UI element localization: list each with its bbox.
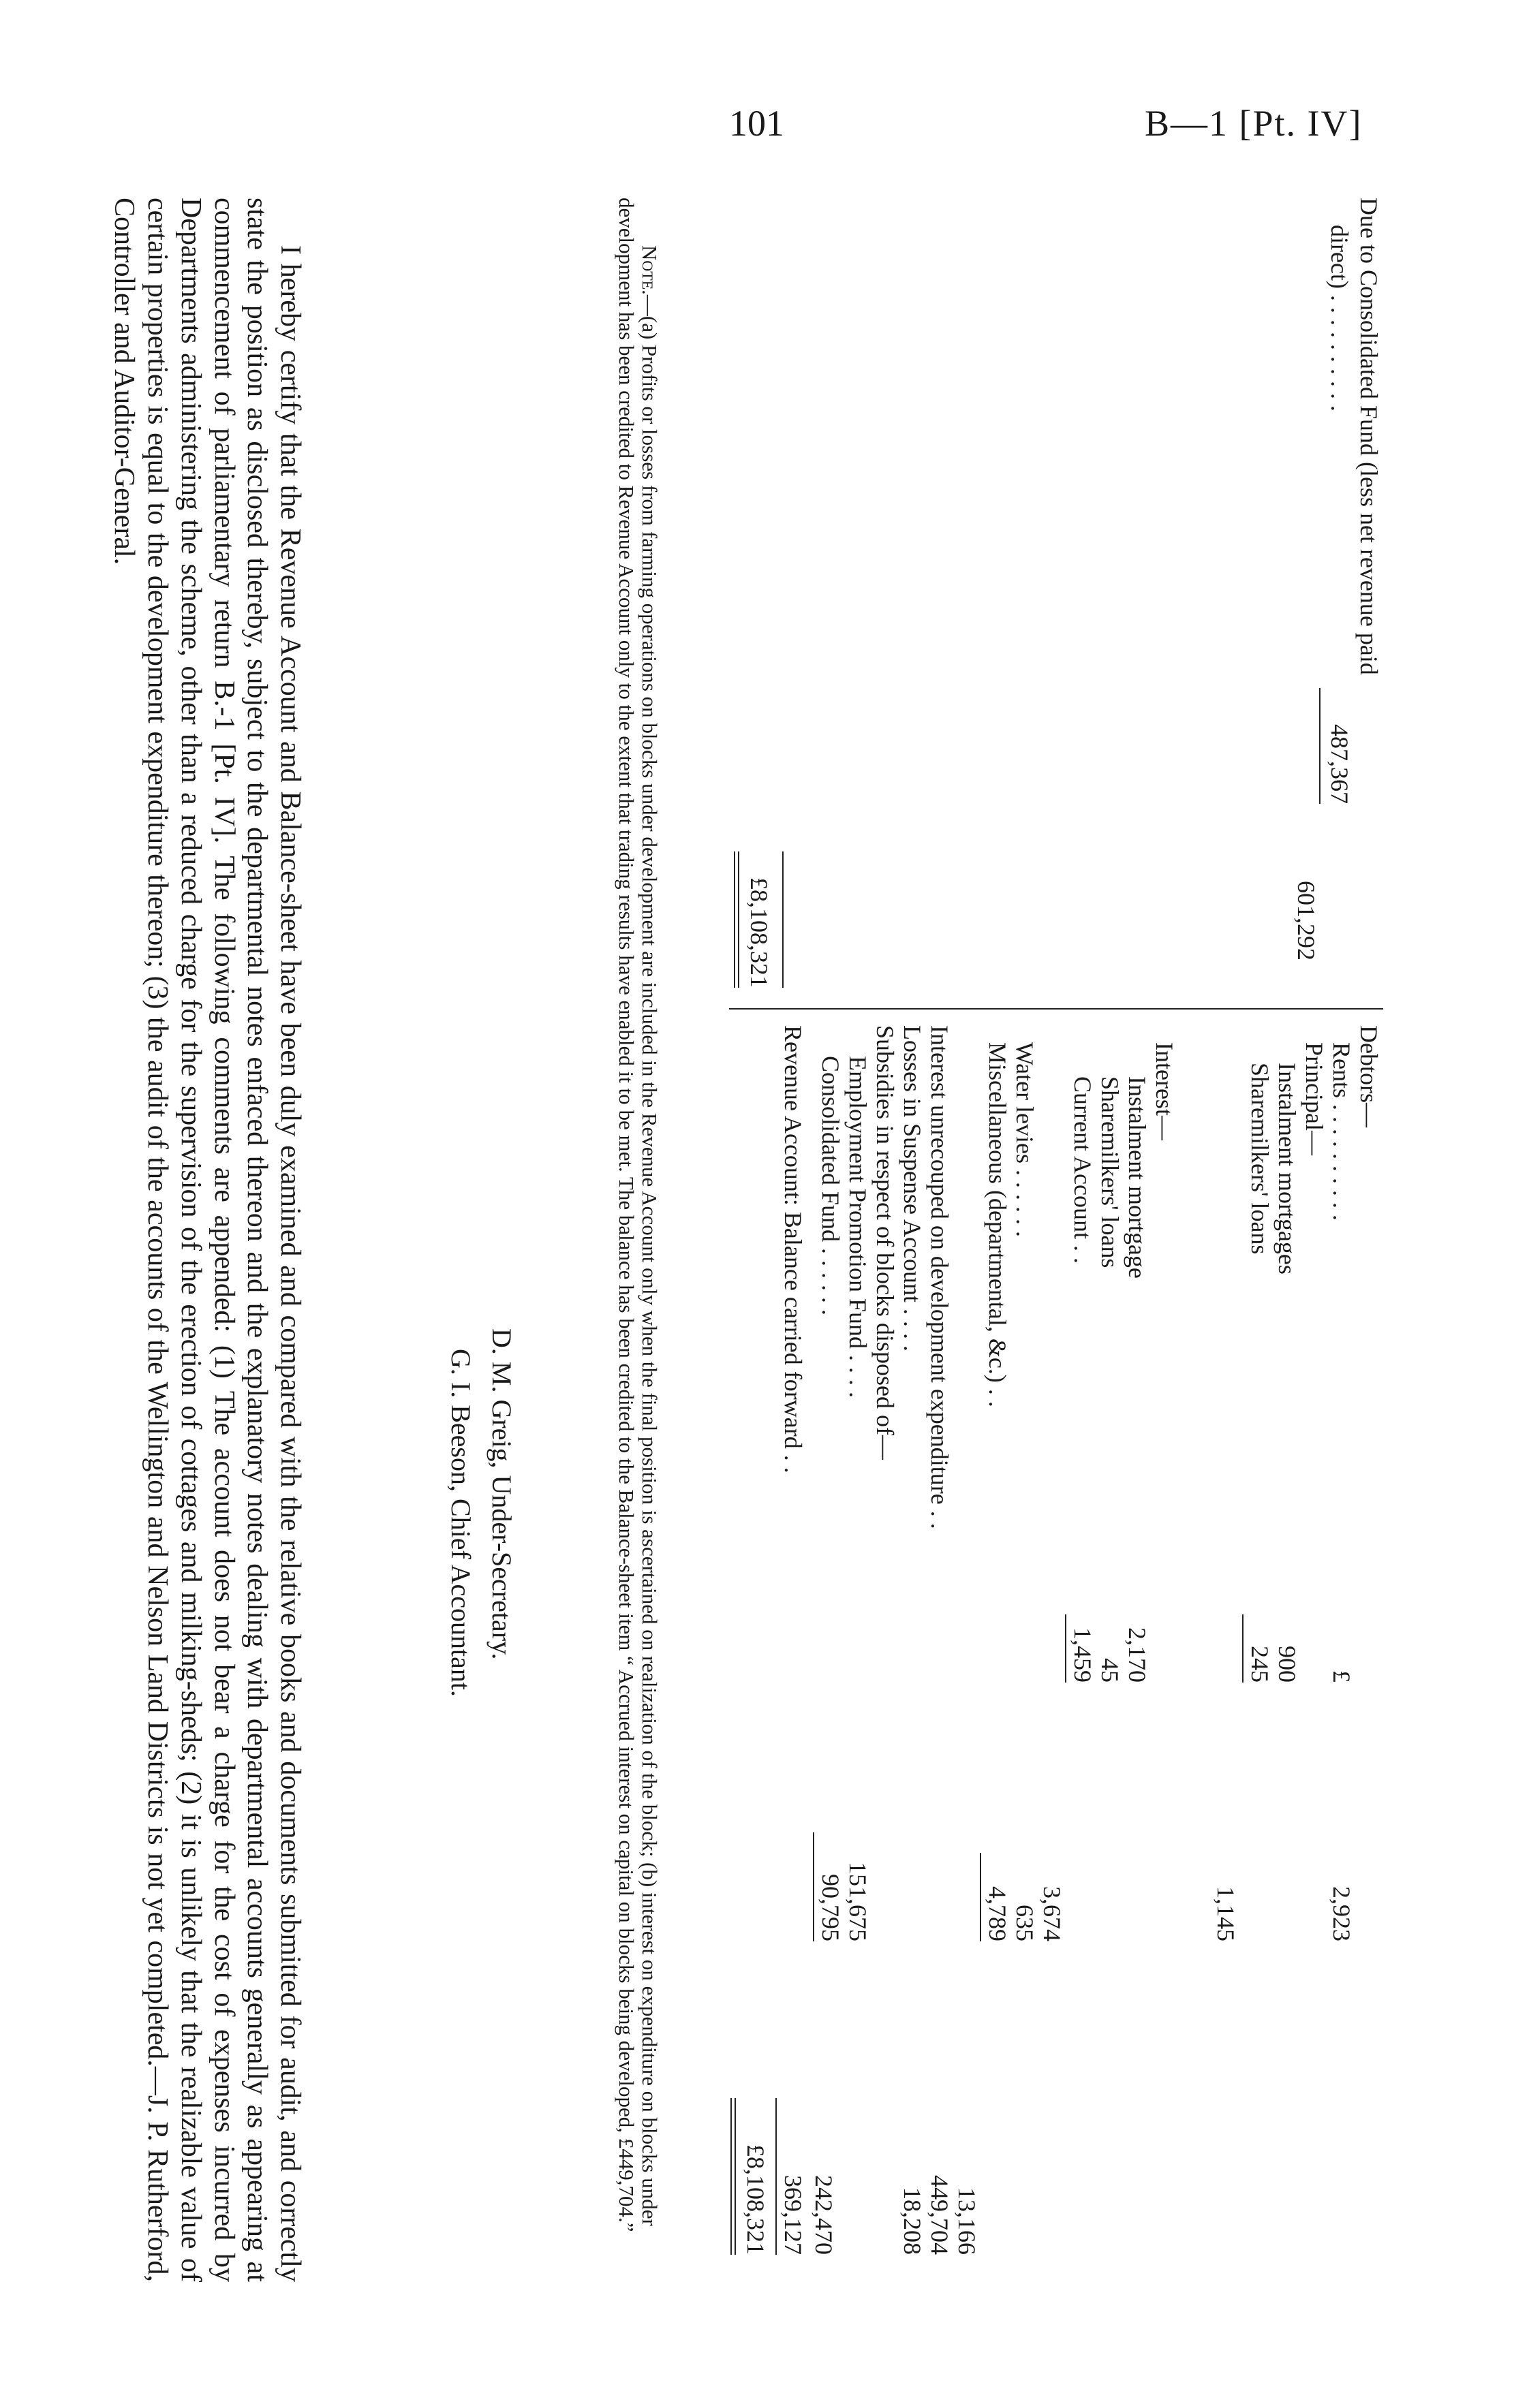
miscellaneous-value: 4,789 (984, 1886, 1011, 1941)
revenue-account-value: 369,127 (779, 2175, 807, 2255)
audit-certificate (108, 198, 307, 2282)
sharemilkers-loans-label: Sharemilkers' loans (1246, 1063, 1273, 1255)
revenue-account-label: Revenue Account: Balance carried forward . . (779, 1025, 807, 1473)
pound-sign: £ (1328, 1670, 1355, 1683)
water-levies-label: Water levies . . . . . . (1011, 1042, 1038, 1238)
rule (734, 851, 735, 988)
interest-heading: Interest— (1151, 1042, 1178, 1140)
rule (1242, 1614, 1244, 1683)
debtors-heading: Debtors— (1355, 1025, 1383, 1127)
interest-unrecouped-value: 449,704 (926, 2175, 953, 2255)
rule (782, 851, 784, 988)
signatory-under-secretary: D. M. Greig, Under-Secretary. (486, 1328, 517, 1660)
column-divider (729, 1008, 1383, 1010)
interest-sharemilkers-loans-value: 45 (1096, 1658, 1124, 1683)
rule (813, 1832, 814, 1941)
employment-fund-value: 151,675 (844, 1862, 871, 1941)
page-number: 101 (729, 103, 784, 144)
rule (1319, 688, 1320, 804)
note-text: —(a) Profits or losses from farming operations on blocks under development are included in the Revenue Account only when the final position is ascertained on realization of the block; (b) interest on expenditure on blocks under development has been credited to Revenue Account only to the extent that trading results have enabled it to be met. The balance has been credited to the Balance-sheet item “ Accrued interest on capital on blocks being developed, £449,704.” (614, 198, 662, 2232)
subsidies-total: 242,470 (810, 2175, 837, 2255)
assets-total: £8,108,321 (742, 2144, 769, 2255)
liability-label-line2: direct) . . . . . . . . . . (1326, 225, 1353, 411)
interest-sharemilkers-loans-label: Sharemilkers' loans (1096, 1076, 1124, 1268)
sharemilkers-loans-value: 245 (1246, 1646, 1273, 1683)
losses-suspense-label: Losses in Suspense Account . . . . (899, 1025, 926, 1351)
rotated-balance-sheet (0, 198, 1383, 2282)
water-levies-value: 635 (1011, 1905, 1038, 1941)
instalment-mortgages-label: Instalment mortgages (1273, 1063, 1301, 1275)
principal-label: Principal— (1301, 1042, 1328, 1155)
rule (738, 851, 739, 988)
interest-instalment-mortgage-value: 2,170 (1124, 1627, 1151, 1683)
interest-total: 3,674 (1038, 1886, 1066, 1941)
signatory-chief-accountant: G. I. Beeson, Chief Accountant. (446, 1349, 476, 1697)
interest-unrecouped-label: Interest unrecouped on development expenditure . . (926, 1025, 953, 1529)
miscellaneous-label: Miscellaneous (departmental, &c.) . . (984, 1042, 1011, 1407)
rents-label: Rents . . . . . . . . . . (1328, 1042, 1355, 1221)
interest-instalment-mortgage-label: Instalment mortgage (1124, 1076, 1151, 1279)
liability-amount-outer: 601,292 (1293, 881, 1320, 960)
losses-suspense-value: 18,208 (899, 2187, 926, 2255)
rule (980, 1853, 981, 1941)
certificate-text: I hereby certify that the Revenue Account and Balance-sheet have been duly examined and compared with the relative books and documents submitted for audit, and correctly state the position as disclosed thereby, subject to the departmental notes enfaced thereon and the explanatory notes dealing with departmental accounts generally as appearing at commencement of parliamentary return B.-1 [Pt. IV]. The following comments are appended: (1) The account does not bear a charge for the cost of expenses incurred by Departments administering the scheme, other than a reduced charge for the supervision of the erection of cottages and milking-sheds; (2) it is unlikely that the realizable value of certain properties is equal to the development expenditure thereon; (3) the audit of the accounts of the Wellington and Nelson Land Districts is not yet completed.—J. P. Rutherford, Controller and Auditor-General. (108, 198, 306, 2282)
instalment-mortgages-value: 900 (1273, 1646, 1301, 1683)
debtors-total: 13,166 (953, 2187, 980, 2255)
liability-label-line1: Due to Consolidated Fund (less net revenue paid (1355, 198, 1383, 675)
subsidies-label: Subsidies in respect of blocks disposed of— (871, 1025, 899, 1460)
employment-fund-label: Employment Promotion Fund . . . . (844, 1056, 871, 1398)
interest-current-account-label: Current Account . . (1069, 1076, 1096, 1264)
rule (730, 2098, 732, 2255)
liability-amount-inner: 487,367 (1326, 724, 1353, 804)
departmental-note (615, 198, 661, 2282)
rule (735, 2098, 736, 2255)
rule (775, 2098, 777, 2255)
consolidated-fund-value: 90,795 (817, 1874, 844, 1941)
consolidated-fund-label: Consolidated Fund . . . . . . (817, 1056, 844, 1316)
liabilities-total: £8,108,321 (745, 877, 773, 988)
rule (1065, 1614, 1066, 1683)
rents-value: 2,923 (1328, 1886, 1355, 1941)
principal-total: 1,145 (1212, 1886, 1239, 1941)
document-reference: B—1 [Pt. IV] (1145, 103, 1363, 144)
interest-current-account-value: 1,459 (1069, 1627, 1096, 1683)
note-lead: Note. (638, 245, 662, 295)
